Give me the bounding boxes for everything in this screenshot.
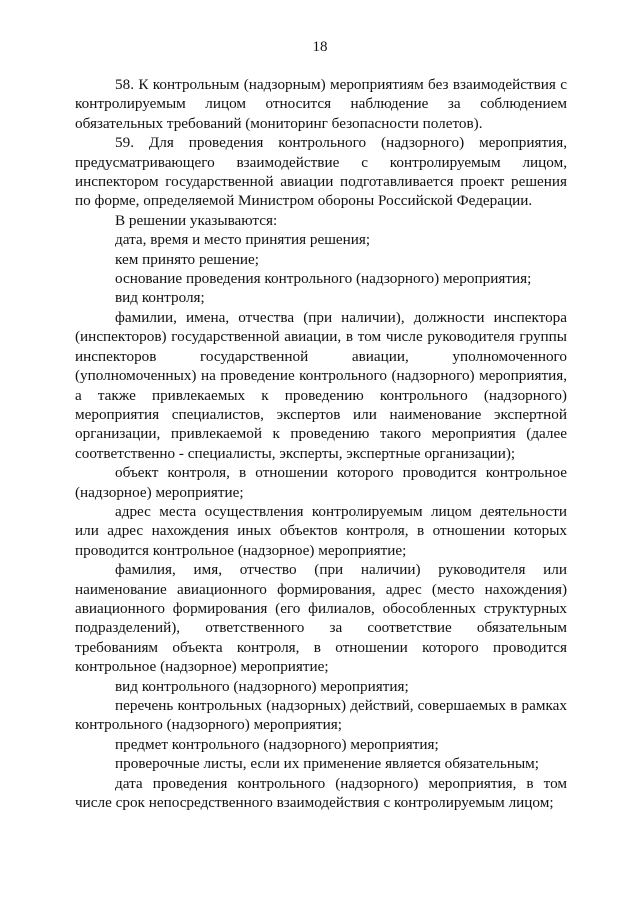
document-body: [75, 75, 567, 812]
list-item-address: адрес места осуществления контролируемым лицом деятельности или адрес нахождения иных объектов контроля, в отношении которых проводится контрольное (надзорное) мероприятие;: [75, 502, 567, 559]
list-item-date-time-place: дата, время и место принятия решения;: [115, 231, 371, 249]
list-item-subject: предмет контрольного (надзорного) мероприятия;: [115, 735, 439, 753]
decision-intro: В решении указываются:: [115, 211, 278, 229]
list-item-head-of-formation: фамилия, имя, отчество (при наличии) руководителя или наименование авиационного формирования, адрес (место нахождения) авиационного формирования (его филиалов, обособленных структурных подразделений), ответственного за соответствие обязательным требованиям объекта контроля, в отношении которого проводится контрольное (надзорное) мероприятие;: [75, 561, 567, 676]
list-item-decision-maker: кем принято решение;: [115, 250, 259, 268]
page-number: 18: [312, 39, 328, 55]
list-item-actions-list: перечень контрольных (надзорных) действий, совершаемых в рамках контрольного (надзорного) мероприятия;: [75, 697, 567, 734]
list-item-event-date: дата проведения контрольного (надзорного) мероприятия, в том числе срок непосредственного взаимодействия с контролируемым лицом;: [75, 774, 567, 812]
paragraph-59: 59. Для проведения контрольного (надзорного) мероприятия, предусматривающего взаимодействие с контролируемым лицом, инспектором государственной авиации подготавливается проект решения по форме, определяемой Министром обороны Российской Федерации.: [75, 134, 567, 210]
paragraph-58: 58. К контрольным (надзорным) мероприятиям без взаимодействия с контролируемым лицом относится наблюдение за соблюдением обязательных требований (мониторинг безопасности полетов).: [75, 76, 567, 132]
list-item-inspectors: фамилии, имена, отчества (при наличии), должности инспектора (инспекторов) государственной авиации, в том числе руководителя группы инспекторов государственной авиации, уполномоченного (уполномоченных) на проведение контрольного (надзорного) мероприятия, а также привлекаемых к проведению контрольного (надзорного) мероприятия специалистов, экспертов или наименование экспертной организации, привлекаемой к проведению такого мероприятия (далее соответственно - специалисты, эксперты, экспертные организации);: [75, 308, 567, 462]
list-item-event-type: вид контрольного (надзорного) мероприятия;: [115, 677, 409, 695]
list-item-checklists: проверочные листы, если их применение является обязательным;: [115, 755, 539, 773]
list-item-control-type: вид контроля;: [115, 289, 205, 307]
list-item-grounds: основание проведения контрольного (надзорного) мероприятия;: [115, 270, 532, 288]
list-item-control-object: объект контроля, в отношении которого проводится контрольное (надзорное) мероприятие;: [75, 464, 567, 501]
